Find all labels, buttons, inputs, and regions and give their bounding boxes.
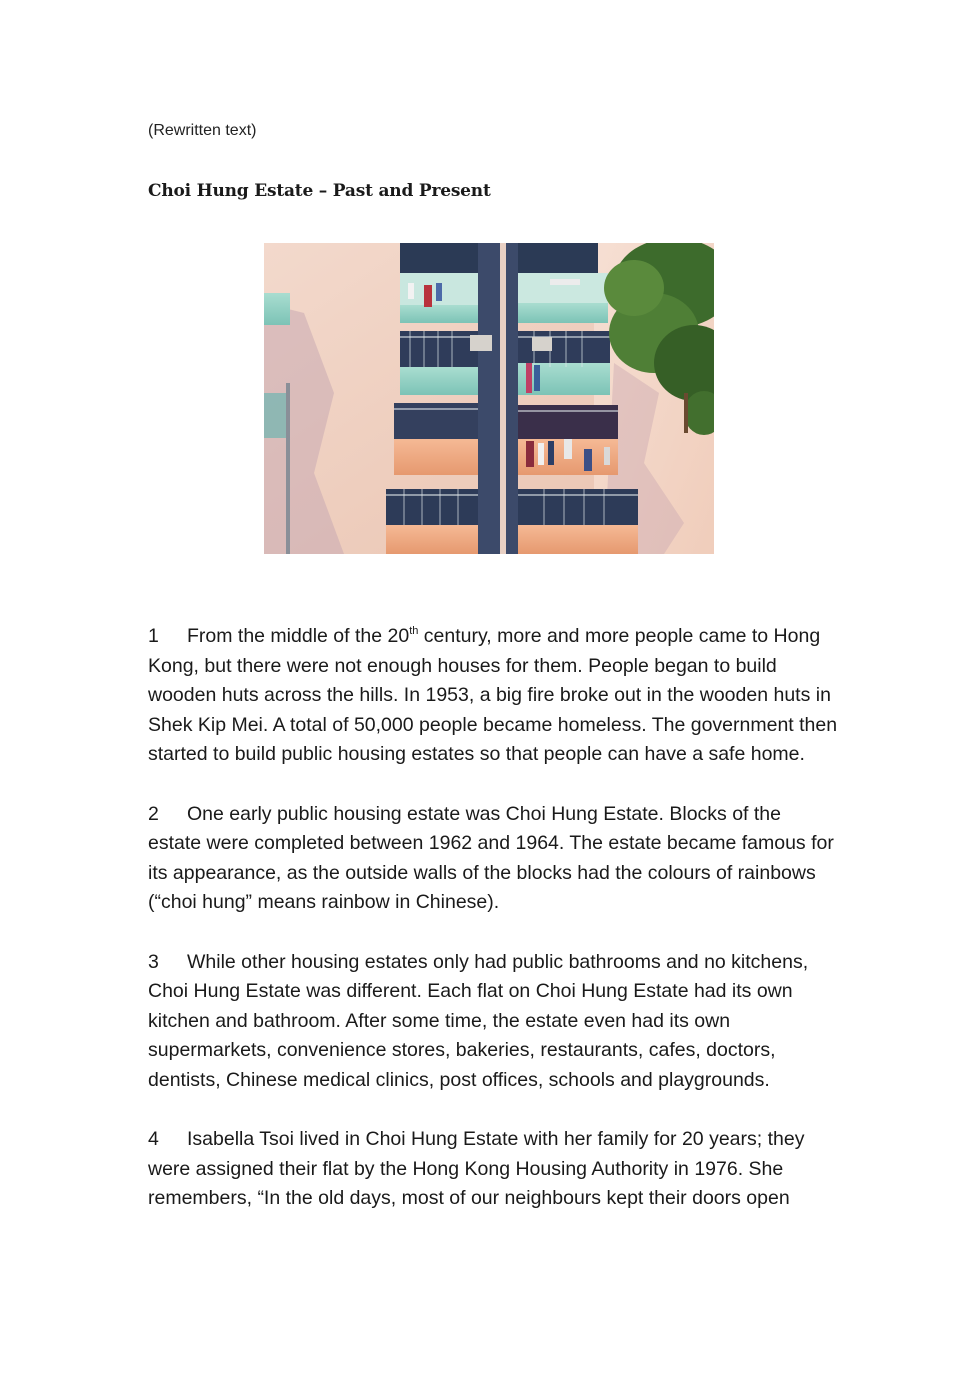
paragraph-number: 3 [148, 950, 159, 973]
paragraph-4 [148, 1125, 838, 1214]
paragraph-2 [148, 800, 838, 918]
paragraph-text: century, more and more people came to Hong Kong, but there were not enough houses for them. People began to build wooden huts across the hills. In 1953, a big fire broke out in the wooden huts in Shek Kip Mei. A total of 50,000 people became homeless. The government then started to build public housing estates so that people can have a safe home. [148, 625, 838, 766]
apartment-building-photo [264, 243, 714, 554]
superscript: th [409, 624, 419, 637]
rewritten-note: (Rewritten text) [148, 122, 257, 139]
paragraph-text: Isabella Tsoi lived in Choi Hung Estate with her family for 20 years; they were assigned their flat by the Hong Kong Housing Authority in 1976. She remembers, “In the old days, most of our neighbours kept their doors open [148, 1128, 805, 1210]
paragraph-1 [148, 622, 838, 770]
paragraph-text: From the middle of the 20 [187, 625, 410, 647]
paragraph-text: One early public housing estate was Choi Hung Estate. Blocks of the estate were completed between 1962 and 1964. The estate became famous for its appearance, as the outside walls of the blocks had the colours of rainbows (“choi hung” means rainbow in Chinese). [148, 802, 834, 914]
page-title: Choi Hung Estate – Past and Present [148, 181, 491, 201]
paragraph-number: 4 [148, 1128, 159, 1151]
paragraph-text: While other housing estates only had public bathrooms and no kitchens, Choi Hung Estate was different. Each flat on Choi Hung Estate had its own kitchen and bathroom. After some time, the estate even had its own supermarkets, convenience stores, bakeries, restaurants, cafes, doctors, dentists, Chinese medical clinics, post offices, schools and playgrounds. [148, 950, 809, 1091]
paragraph-3 [148, 948, 838, 1096]
paragraph-number: 1 [148, 625, 159, 647]
paragraph-number: 2 [148, 802, 159, 825]
article-body [148, 622, 838, 1243]
